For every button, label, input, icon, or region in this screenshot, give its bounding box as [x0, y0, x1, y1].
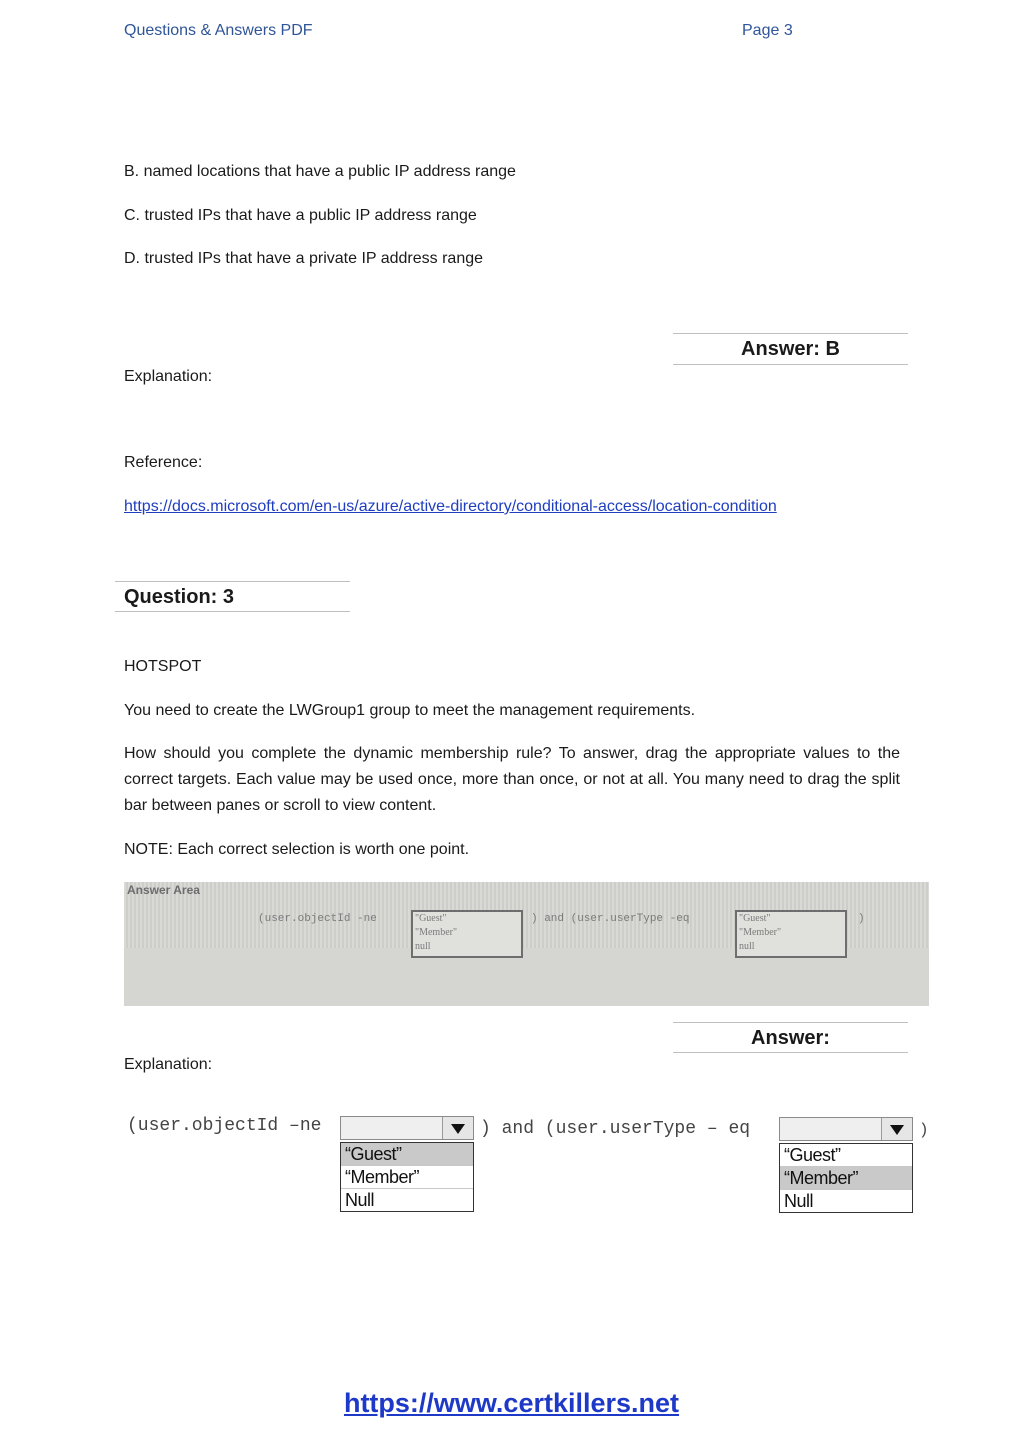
explanation2-label: Explanation:: [124, 1056, 213, 1073]
question-text-2: How should you complete the dynamic membership rule? To answer, drag the appropriate values to the correct targets. Each value may be used once, more than once, or not at all. You many need to drag the split bar between panes or scroll to view content.: [124, 745, 900, 814]
answer-expr-2: ) and (user.userType – eq: [480, 1119, 751, 1139]
box2-null: null: [739, 941, 755, 952]
dropdown-1-head[interactable]: [340, 1116, 474, 1140]
explanation-label: Explanation:: [124, 368, 213, 385]
dropdown-1-option-null[interactable]: Null: [345, 1190, 375, 1210]
answer2-label: Answer:: [751, 1027, 830, 1049]
dropdown-user-type[interactable]: [779, 1117, 913, 1213]
footer-link[interactable]: https://www.certkillers.net: [343, 1388, 680, 1418]
answer-area-expr-3: ): [858, 913, 865, 925]
question-box: [115, 581, 350, 612]
answer2-box: [673, 1022, 908, 1053]
dropdown-2-option-member[interactable]: “Member”: [780, 1167, 912, 1190]
answer-area-expr-1: (user.objectId -ne: [258, 913, 377, 925]
answer-area-box-1: [411, 910, 523, 958]
chevron-down-icon[interactable]: [881, 1118, 912, 1140]
dropdown-1-option-guest[interactable]: “Guest”: [341, 1143, 473, 1166]
reference-label: Reference:: [124, 454, 203, 471]
dropdown-object-id[interactable]: [340, 1116, 474, 1212]
page-number: Page 3: [742, 22, 793, 39]
box1-guest: "Guest": [415, 913, 447, 924]
header-title: Questions & Answers PDF: [124, 22, 313, 39]
box1-null: null: [415, 941, 431, 952]
option-b: B. named locations that have a public IP address range: [124, 163, 516, 180]
reference-link[interactable]: https://docs.microsoft.com/en-us/azure/active-directory/conditional-access/location-condition: [124, 498, 777, 515]
answer-label: Answer: B: [741, 338, 840, 360]
answer-expr-1: (user.objectId –ne: [127, 1116, 322, 1136]
option-d: D. trusted IPs that have a private IP address range: [124, 250, 484, 267]
dropdown-2-option-guest[interactable]: “Guest”: [780, 1144, 912, 1167]
box1-member: "Member": [415, 927, 458, 938]
dropdown-2-list: [779, 1143, 913, 1213]
chevron-down-icon[interactable]: [442, 1117, 473, 1139]
question-title: Question: 3: [124, 586, 235, 608]
dropdown-2-option-null[interactable]: Null: [784, 1191, 814, 1211]
answer-area-box-2: [735, 910, 847, 958]
dropdown-2-head[interactable]: [779, 1117, 913, 1141]
question-note: NOTE: Each correct selection is worth one point.: [124, 841, 470, 858]
option-c: C. trusted IPs that have a public IP address range: [124, 207, 477, 224]
box2-guest: "Guest": [739, 913, 771, 924]
dropdown-1-option-member[interactable]: “Member”: [341, 1166, 473, 1189]
question-type: HOTSPOT: [124, 658, 202, 675]
answer-box: [673, 333, 908, 365]
box2-member: "Member": [739, 927, 782, 938]
answer-area-image: [124, 882, 929, 1006]
answer-expr-3: ): [919, 1121, 929, 1139]
dropdown-1-list: [340, 1142, 474, 1212]
answer-area-label: Answer Area: [127, 883, 200, 897]
question-text-1: You need to create the LWGroup1 group to meet the management requirements.: [124, 702, 696, 719]
answer-area-expr-2: ) and (user.userType -eq: [531, 913, 690, 925]
